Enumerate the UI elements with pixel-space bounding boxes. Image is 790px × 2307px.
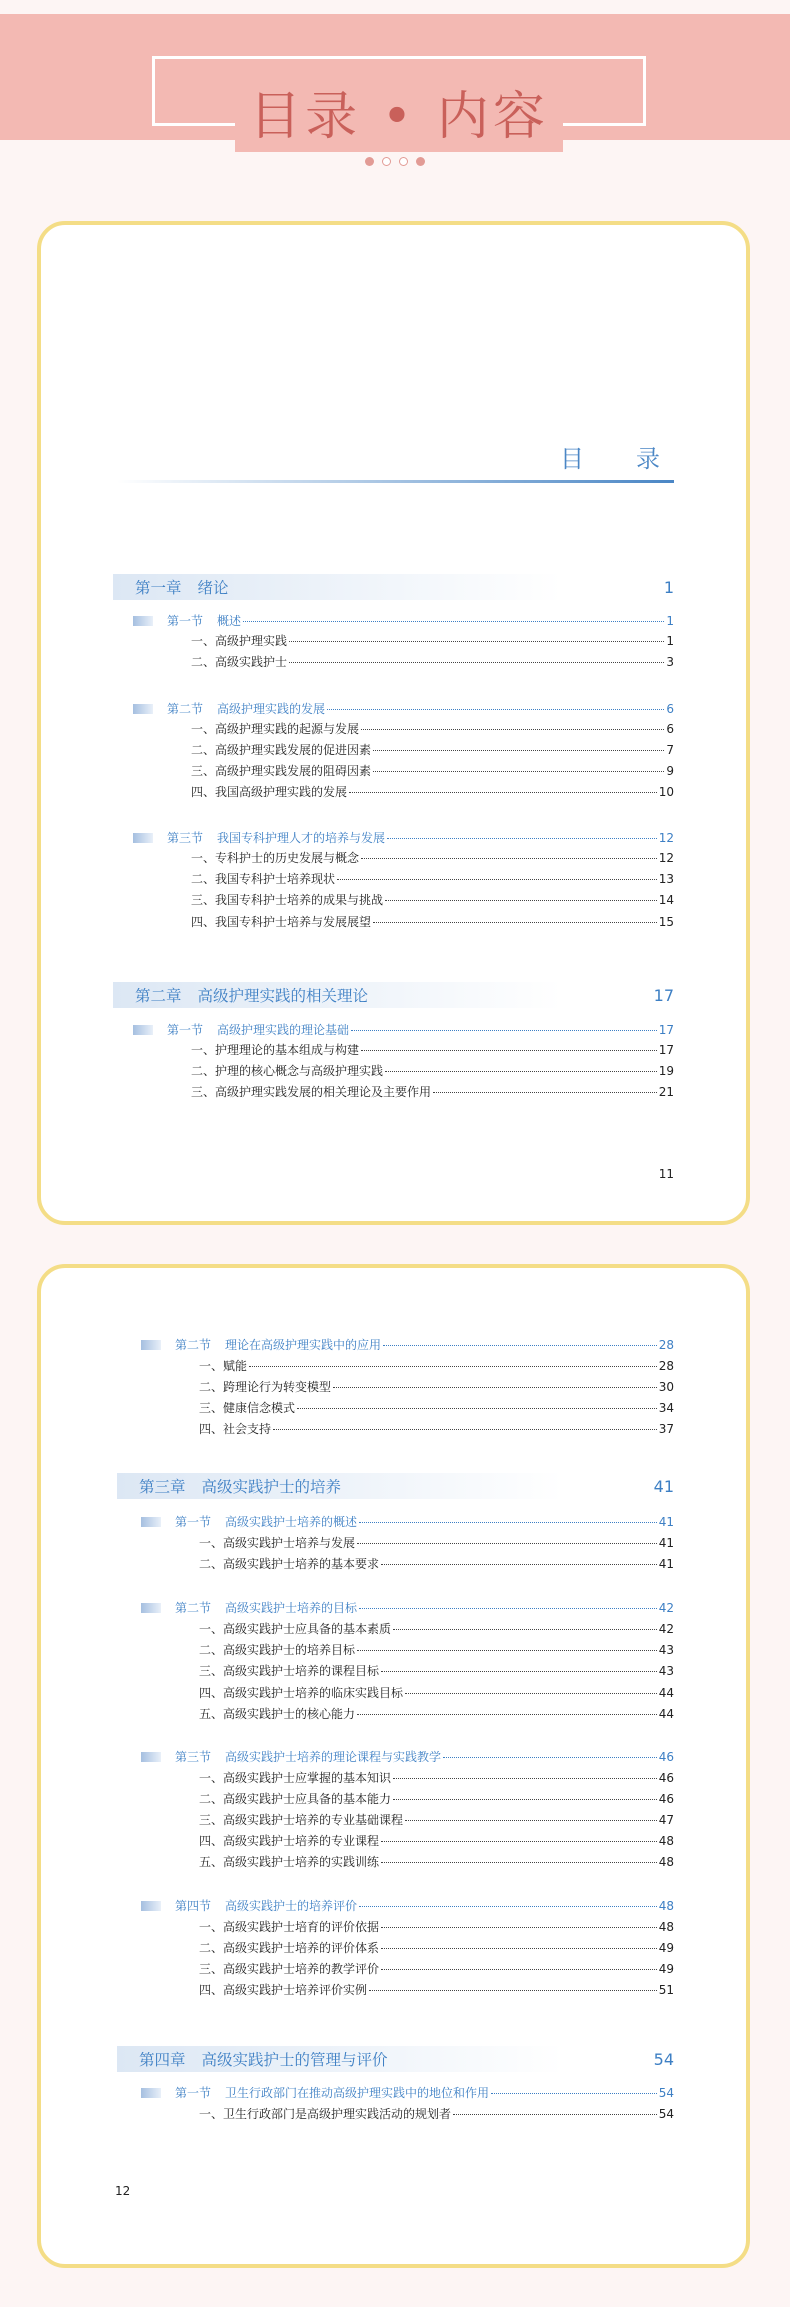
- section-title: 我国专科护理人才的培养与发展: [217, 831, 386, 845]
- chapter-title: 绪论: [197, 579, 229, 597]
- item-title: 二、高级实践护士的培养目标: [199, 1643, 356, 1657]
- item-page: 41: [658, 1536, 674, 1550]
- section-title: 理论在高级护理实践中的应用: [225, 1338, 382, 1352]
- item-title: 一、高级实践护士培养与发展: [199, 1536, 356, 1550]
- toc-item[interactable]: [199, 1811, 674, 1828]
- item-page: 54: [658, 2107, 674, 2121]
- toc-title: 目 录: [560, 445, 674, 473]
- item-title: 三、健康信念模式: [199, 1401, 296, 1415]
- dot-leader: [359, 1906, 657, 1907]
- section-page: 6: [666, 702, 674, 716]
- carousel-indicator: [0, 157, 790, 166]
- item-title: 四、我国专科护士培养与发展展望: [191, 915, 372, 929]
- item-title: 三、高级护理实践发展的相关理论及主要作用: [191, 1085, 432, 1099]
- item-page: 48: [658, 1834, 674, 1848]
- section-heading[interactable]: [141, 1748, 674, 1765]
- dot-leader: [333, 1387, 657, 1388]
- toc-item[interactable]: [199, 1420, 674, 1437]
- dot-leader: [289, 641, 664, 642]
- item-title: 一、高级护理实践: [191, 634, 288, 648]
- item-title: 三、高级实践护士培养的专业基础课程: [199, 1813, 404, 1827]
- section-number: 第二节: [175, 1338, 212, 1352]
- dot-leader: [369, 1990, 657, 1991]
- section-title: 卫生行政部门在推动高级护理实践中的地位和作用: [225, 2086, 490, 2100]
- item-title: 三、我国专科护士培养的成果与挑战: [191, 893, 384, 907]
- section-marker-icon: [133, 833, 153, 843]
- section-page: 12: [658, 831, 674, 845]
- page-number: 12: [115, 2184, 131, 2198]
- toc-item[interactable]: [199, 1555, 674, 1572]
- dot-leader: [383, 1345, 657, 1346]
- item-page: 13: [658, 872, 674, 886]
- item-title: 二、高级实践护士培养的评价体系: [199, 1941, 380, 1955]
- item-title: 二、护理的核心概念与高级护理实践: [191, 1064, 384, 1078]
- item-page: 47: [658, 1813, 674, 1827]
- dot-leader: [349, 792, 657, 793]
- dot-leader: [393, 1799, 657, 1800]
- item-title: 四、我国高级护理实践的发展: [191, 785, 348, 799]
- item-title: 五、高级实践护士培养的实践训练: [199, 1855, 380, 1869]
- item-page: 28: [658, 1359, 674, 1373]
- item-page: 34: [658, 1401, 674, 1415]
- toc-item[interactable]: [191, 653, 674, 670]
- item-page: 30: [658, 1380, 674, 1394]
- dot-leader: [373, 750, 664, 751]
- section-marker-icon: [141, 1752, 161, 1762]
- item-title: 二、高级护理实践发展的促进因素: [191, 743, 372, 757]
- section-heading[interactable]: [141, 2084, 674, 2101]
- toc-item[interactable]: [199, 1939, 674, 1956]
- item-title: 一、专科护士的历史发展与概念: [191, 851, 360, 865]
- toc-item[interactable]: [199, 1378, 674, 1395]
- section-page: 48: [658, 1899, 674, 1913]
- section-title: 概述: [217, 614, 242, 628]
- section-number: 第三节: [175, 1750, 212, 1764]
- section-page: 46: [658, 1750, 674, 1764]
- carousel-dot[interactable]: [399, 157, 408, 166]
- toc-item[interactable]: [191, 762, 674, 779]
- dot-leader: [243, 621, 664, 622]
- dot-leader: [433, 1092, 657, 1093]
- section-number: 第二节: [175, 1601, 212, 1615]
- item-page: 21: [658, 1085, 674, 1099]
- top-strip: [0, 0, 790, 14]
- toc-page-1: [37, 221, 750, 1225]
- dot-leader: [357, 1714, 657, 1715]
- item-page: 10: [658, 785, 674, 799]
- item-page: 1: [666, 634, 674, 648]
- section-heading[interactable]: [141, 1336, 674, 1353]
- dot-leader: [381, 1671, 657, 1672]
- banner-frame: [152, 56, 646, 147]
- section-page: 54: [658, 2086, 674, 2100]
- chapter-number: 第一章: [135, 579, 182, 597]
- toc-item[interactable]: [199, 1918, 674, 1935]
- item-page: 19: [658, 1064, 674, 1078]
- section-page: 28: [658, 1338, 674, 1352]
- dot-leader: [289, 662, 664, 663]
- toc-item[interactable]: [191, 632, 674, 649]
- item-page: 46: [658, 1792, 674, 1806]
- item-page: 17: [658, 1043, 674, 1057]
- dot-leader: [405, 1820, 657, 1821]
- item-page: 43: [658, 1664, 674, 1678]
- dot-leader: [393, 1629, 657, 1630]
- item-title: 二、高级实践护士应具备的基本能力: [199, 1792, 392, 1806]
- item-title: 四、高级实践护士培养评价实例: [199, 1983, 368, 1997]
- item-page: 37: [658, 1422, 674, 1436]
- item-page: 14: [658, 893, 674, 907]
- item-page: 9: [666, 764, 674, 778]
- item-page: 6: [666, 722, 674, 736]
- section-heading[interactable]: [133, 1021, 674, 1038]
- dot-leader: [393, 1778, 657, 1779]
- toc-item[interactable]: [191, 1062, 674, 1079]
- toc-item[interactable]: [191, 870, 674, 887]
- dot-leader: [361, 1050, 657, 1051]
- section-marker-icon: [141, 1901, 161, 1911]
- section-title: 高级实践护士培养的理论课程与实践教学: [225, 1750, 442, 1764]
- toc-item[interactable]: [199, 1705, 674, 1722]
- dot-leader: [381, 1564, 657, 1565]
- toc-item[interactable]: [199, 1981, 674, 1998]
- dot-leader: [361, 858, 657, 859]
- dot-leader: [491, 2093, 657, 2094]
- item-title: 三、高级实践护士培养的教学评价: [199, 1962, 380, 1976]
- section-page: 41: [658, 1515, 674, 1529]
- item-page: 48: [658, 1855, 674, 1869]
- dot-leader: [381, 1862, 657, 1863]
- section-heading[interactable]: [141, 1599, 674, 1616]
- section-marker-icon: [133, 1025, 153, 1035]
- item-page: 48: [658, 1920, 674, 1934]
- item-title: 三、高级实践护士培养的课程目标: [199, 1664, 380, 1678]
- chapter-heading[interactable]: [113, 574, 674, 600]
- section-marker-icon: [133, 704, 153, 714]
- item-title: 一、卫生行政部门是高级护理实践活动的规划者: [199, 2107, 452, 2121]
- dot-leader: [357, 1543, 657, 1544]
- item-title: 四、社会支持: [199, 1422, 272, 1436]
- item-title: 五、高级实践护士的核心能力: [199, 1707, 356, 1721]
- toc-item[interactable]: [199, 1832, 674, 1849]
- carousel-dot[interactable]: [382, 157, 391, 166]
- section-page: 17: [658, 1023, 674, 1037]
- dot-leader: [249, 1366, 657, 1367]
- carousel-dot[interactable]: [365, 157, 374, 166]
- item-page: 49: [658, 1962, 674, 1976]
- section-title: 高级实践护士培养的概述: [225, 1515, 358, 1529]
- item-page: 46: [658, 1771, 674, 1785]
- toc-item[interactable]: [191, 891, 674, 908]
- dot-leader: [373, 922, 657, 923]
- item-title: 一、护理理论的基本组成与构建: [191, 1043, 360, 1057]
- toc-item[interactable]: [199, 2105, 674, 2122]
- item-title: 二、高级实践护士: [191, 655, 288, 669]
- page-number: 11: [658, 1167, 674, 1181]
- dot-leader: [327, 709, 664, 710]
- chapter-title: 高级实践护士的培养: [201, 1478, 342, 1496]
- chapter-page: 41: [653, 1476, 674, 1496]
- item-page: 15: [658, 915, 674, 929]
- banner-title: 目录 • 内容: [235, 82, 563, 152]
- dot-leader: [297, 1408, 657, 1409]
- toc-item[interactable]: [191, 720, 674, 737]
- section-heading[interactable]: [133, 700, 674, 717]
- section-heading[interactable]: [141, 1897, 674, 1914]
- section-title: 高级护理实践的理论基础: [217, 1023, 350, 1037]
- toc-page-2: [37, 1264, 750, 2268]
- toc-item[interactable]: [199, 1620, 674, 1637]
- item-title: 二、跨理论行为转变模型: [199, 1380, 332, 1394]
- chapter-page: 54: [653, 2049, 674, 2069]
- toc-item[interactable]: [199, 1357, 674, 1374]
- dot-leader: [381, 1969, 657, 1970]
- item-title: 一、高级实践护士培育的评价依据: [199, 1920, 380, 1934]
- dot-leader: [359, 1608, 657, 1609]
- toc-item[interactable]: [199, 1853, 674, 1870]
- header-banner: [0, 14, 790, 147]
- chapter-number: 第四章: [139, 2051, 186, 2069]
- section-heading[interactable]: [141, 1513, 674, 1530]
- toc-item[interactable]: [191, 1041, 674, 1058]
- toc-item[interactable]: [191, 1083, 674, 1100]
- item-title: 一、高级实践护士应具备的基本素质: [199, 1622, 392, 1636]
- dot-leader: [337, 879, 657, 880]
- chapter-title: 高级实践护士的管理与评价: [201, 2051, 388, 2069]
- dot-leader: [381, 1927, 657, 1928]
- toc-item[interactable]: [199, 1534, 674, 1551]
- section-heading[interactable]: [133, 829, 674, 846]
- item-page: 49: [658, 1941, 674, 1955]
- dot-leader: [387, 838, 657, 839]
- dot-leader: [385, 1071, 657, 1072]
- section-heading[interactable]: [133, 612, 674, 629]
- toc-item[interactable]: [199, 1769, 674, 1786]
- toc-item[interactable]: [191, 913, 674, 930]
- section-title: 高级实践护士培养的目标: [225, 1601, 358, 1615]
- toc-item[interactable]: [191, 849, 674, 866]
- item-title: 一、高级护理实践的起源与发展: [191, 722, 360, 736]
- item-page: 3: [666, 655, 674, 669]
- dot-leader: [453, 2114, 657, 2115]
- item-title: 二、我国专科护士培养现状: [191, 872, 336, 886]
- section-number: 第三节: [167, 831, 204, 845]
- carousel-dot[interactable]: [416, 157, 425, 166]
- item-page: 51: [658, 1983, 674, 1997]
- title-underline: [117, 480, 674, 483]
- dot-leader: [351, 1030, 657, 1031]
- section-marker-icon: [141, 1603, 161, 1613]
- toc-item[interactable]: [191, 783, 674, 800]
- toc-item[interactable]: [199, 1641, 674, 1658]
- toc-item[interactable]: [191, 741, 674, 758]
- item-page: 7: [666, 743, 674, 757]
- dot-leader: [357, 1650, 657, 1651]
- toc-item[interactable]: [199, 1790, 674, 1807]
- section-title: 高级护理实践的发展: [217, 702, 326, 716]
- item-title: 二、高级实践护士培养的基本要求: [199, 1557, 380, 1571]
- dot-leader: [443, 1757, 657, 1758]
- dot-leader: [359, 1522, 657, 1523]
- item-page: 44: [658, 1707, 674, 1721]
- item-title: 四、高级实践护士培养的临床实践目标: [199, 1686, 404, 1700]
- section-marker-icon: [141, 1340, 161, 1350]
- item-title: 一、高级实践护士应掌握的基本知识: [199, 1771, 392, 1785]
- chapter-heading[interactable]: [113, 982, 674, 1008]
- chapter-number: 第二章: [135, 987, 182, 1005]
- toc-item[interactable]: [199, 1960, 674, 1977]
- section-number: 第一节: [167, 1023, 204, 1037]
- chapter-heading[interactable]: [117, 2046, 674, 2072]
- item-page: 41: [658, 1557, 674, 1571]
- item-page: 44: [658, 1686, 674, 1700]
- section-number: 第一节: [175, 2086, 212, 2100]
- dot-leader: [273, 1429, 657, 1430]
- toc-item[interactable]: [199, 1662, 674, 1679]
- section-marker-icon: [141, 2088, 161, 2098]
- section-title: 高级实践护士的培养评价: [225, 1899, 358, 1913]
- chapter-heading[interactable]: [117, 1473, 674, 1499]
- dot-leader: [381, 1948, 657, 1949]
- item-title: 一、赋能: [199, 1359, 248, 1373]
- dot-leader: [381, 1841, 657, 1842]
- section-number: 第四节: [175, 1899, 212, 1913]
- toc-item[interactable]: [199, 1684, 674, 1701]
- item-page: 43: [658, 1643, 674, 1657]
- item-page: 12: [658, 851, 674, 865]
- section-number: 第二节: [167, 702, 204, 716]
- item-page: 42: [658, 1622, 674, 1636]
- dot-leader: [385, 900, 657, 901]
- dot-leader: [405, 1693, 657, 1694]
- section-marker-icon: [141, 1517, 161, 1527]
- chapter-title: 高级护理实践的相关理论: [197, 987, 369, 1005]
- item-title: 三、高级护理实践发展的阻碍因素: [191, 764, 372, 778]
- dot-leader: [373, 771, 664, 772]
- section-page: 1: [666, 614, 674, 628]
- toc-item[interactable]: [199, 1399, 674, 1416]
- chapter-page: 1: [663, 577, 674, 597]
- item-title: 四、高级实践护士培养的专业课程: [199, 1834, 380, 1848]
- dot-leader: [361, 729, 664, 730]
- section-number: 第一节: [175, 1515, 212, 1529]
- section-number: 第一节: [167, 614, 204, 628]
- chapter-number: 第三章: [139, 1478, 186, 1496]
- section-page: 42: [658, 1601, 674, 1615]
- section-marker-icon: [133, 616, 153, 626]
- chapter-page: 17: [653, 985, 674, 1005]
